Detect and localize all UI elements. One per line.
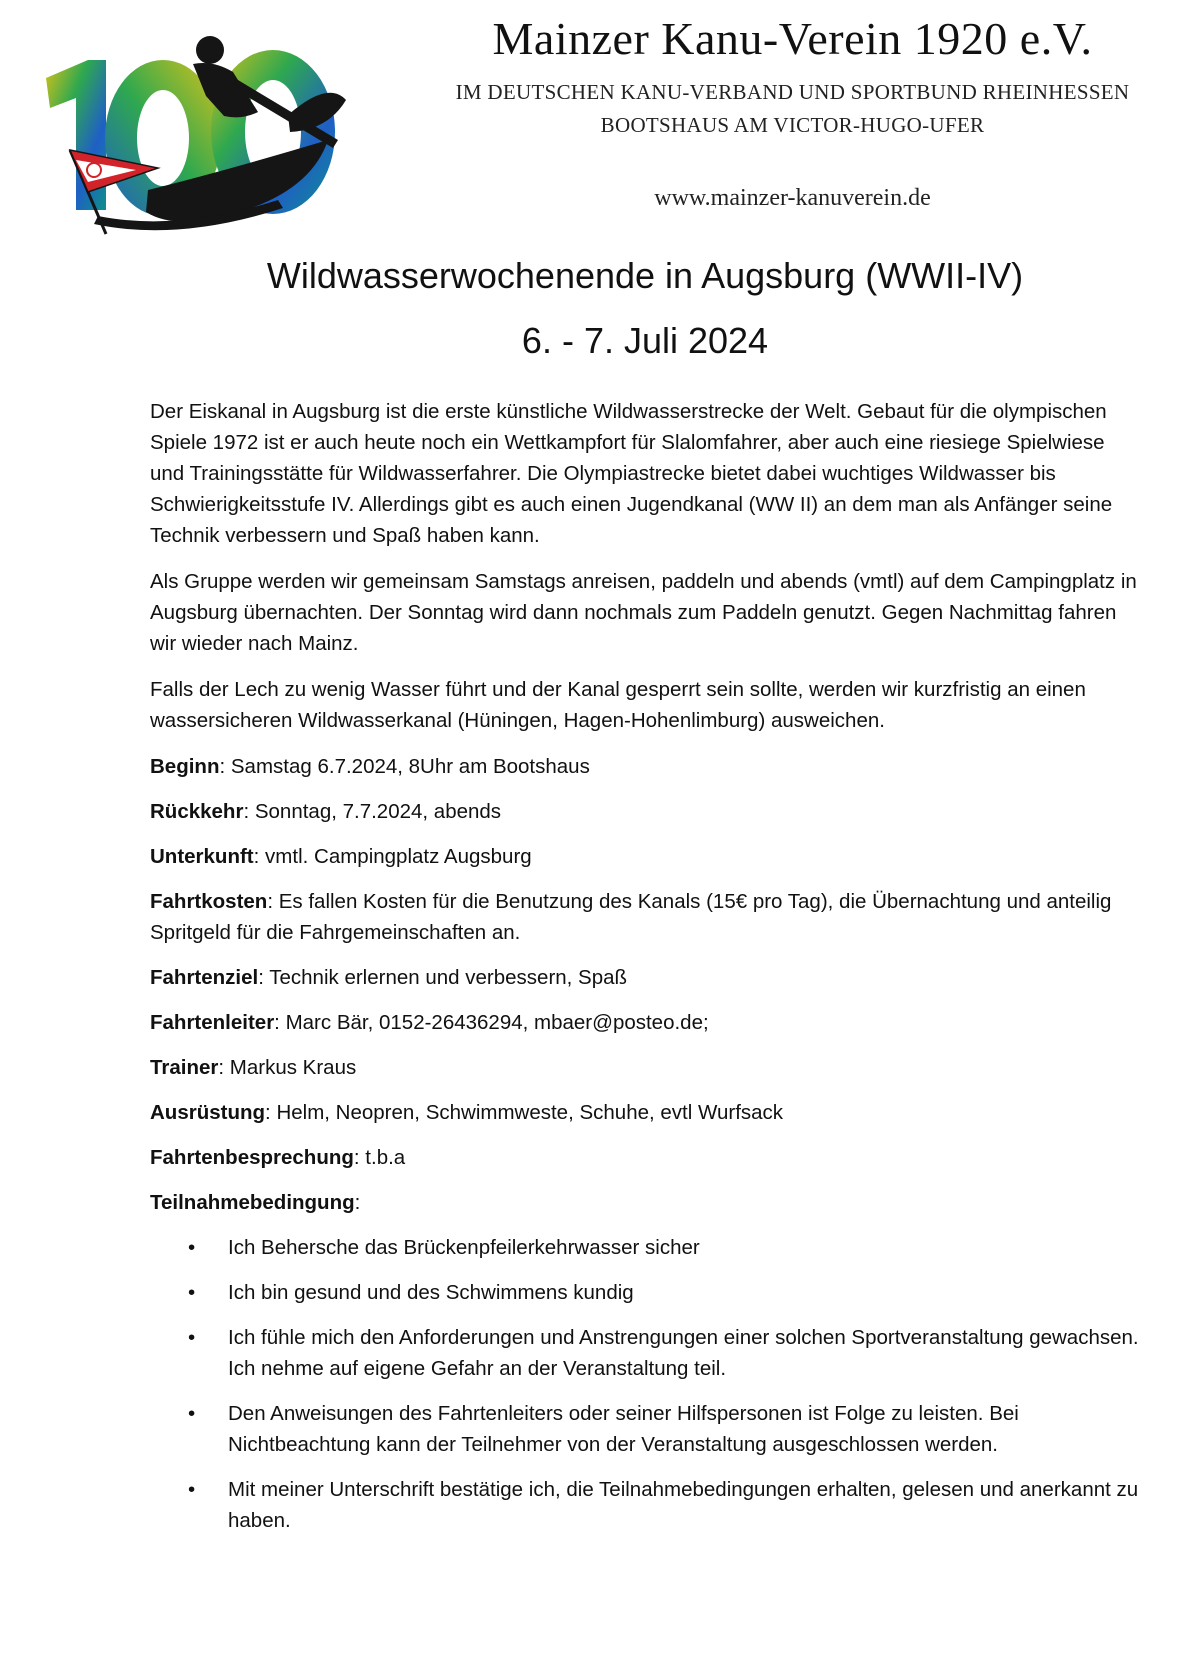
field-label: Fahrtkosten xyxy=(150,890,268,913)
field-fahrtenleiter: Fahrtenleiter: Marc Bär, 0152-26436294, mbaer@posteo.de; xyxy=(150,1011,709,1034)
field-value: Sonntag, 7.7.2024, abends xyxy=(254,800,502,823)
field-fahrtenbesprechung: Fahrtenbesprechung: t.b.a xyxy=(150,1146,406,1169)
bullet-icon: • xyxy=(188,1326,196,1349)
field-value: Marc Bär, 0152-26436294, mbaer@posteo.de; xyxy=(285,1011,709,1034)
bullet-icon: • xyxy=(188,1281,196,1304)
field-value: Samstag 6.7.2024, 8Uhr am Bootshaus xyxy=(230,755,590,778)
list-item-text: Ich Behersche das Brückenpfeilerkehrwasser sicher xyxy=(228,1236,700,1259)
description-paragraph: Der Eiskanal in Augsburg ist die erste künstliche Wildwasserstrecke der Welt. Gebaut für die olympischen Spiele 1972 ist er auch heute noch ein Wettkampfort für Slalomfahrer, aber auch eine riesiege Spielwiese und Trainingsstätte für Wildwasserfahrer. Die Olympiastrecke bietet dabei wuchtiges Wildwasser bis Schwierigkeitsstufe IV. Allerdings gibt es auch einen Jugendkanal (WW II) an dem man als Anfänger seine Technik verbessern und Spaß haben kann. xyxy=(150,400,1113,547)
bullet-icon: • xyxy=(188,1236,196,1259)
event-description xyxy=(150,396,1140,1550)
field-label: Fahrtenziel xyxy=(150,966,259,989)
conditions-heading: Teilnahmebedingung: xyxy=(150,1191,361,1214)
list-item xyxy=(150,1474,1140,1536)
field-value: Es fallen Kosten für die Benutzung des Kanals (15€ pro Tag), die Übernachtung und anteilig Spritgeld für die Fahrgemeinschaften an. xyxy=(150,890,1112,944)
club-logo xyxy=(28,20,368,240)
list-item-text: Ich bin gesund und des Schwimmens kundig xyxy=(228,1281,634,1304)
field-fahrtkosten: Fahrtkosten: Es fallen Kosten für die Benutzung des Kanals (15€ pro Tag), die Übernachtung und anteilig Spritgeld für die Fahrgemeinschaften an. xyxy=(150,890,1112,944)
list-item xyxy=(150,1398,1140,1460)
field-fahrtenziel: Fahrtenziel: Technik erlernen und verbessern, Spaß xyxy=(150,966,628,989)
description-paragraph: Falls der Lech zu wenig Wasser führt und der Kanal gesperrt sein sollte, werden wir kurzfristig an einen wassersicheren Wildwasserkanal (Hüningen, Hagen-Hohenlimburg) ausweichen. xyxy=(150,678,1086,732)
field-value: Markus Kraus xyxy=(229,1056,357,1079)
field-rueckkehr: Rückkehr: Sonntag, 7.7.2024, abends xyxy=(150,800,502,823)
field-label: Teilnahmebedingung xyxy=(150,1191,355,1214)
field-trainer: Trainer: Markus Kraus xyxy=(150,1056,357,1079)
event-date: 6. - 7. Juli 2024 xyxy=(521,320,769,361)
list-item xyxy=(150,1277,1140,1308)
field-label: Fahrtenbesprechung xyxy=(150,1146,354,1169)
org-subtitle-association: IM DEUTSCHEN KANU-VERBAND UND SPORTBUND RHEINHESSEN xyxy=(455,80,1130,104)
field-value: Technik erlernen und verbessern, Spaß xyxy=(269,966,628,989)
event-title: Wildwasserwochenende in Augsburg (WWII-IV) xyxy=(266,255,1024,296)
list-item-text: Ich fühle mich den Anforderungen und Anstrengungen einer solchen Sportveranstaltung gewachsen. Ich nehme auf eigene Gefahr an der Veranstaltung teil. xyxy=(228,1326,1139,1380)
field-label: Unterkunft xyxy=(150,845,254,868)
field-value: vmtl. Campingplatz Augsburg xyxy=(265,845,532,868)
field-ausruestung: Ausrüstung: Helm, Neopren, Schwimmweste, Schuhe, evtl Wurfsack xyxy=(150,1101,784,1124)
field-label: Ausrüstung xyxy=(150,1101,266,1124)
bullet-icon: • xyxy=(188,1402,196,1425)
conditions-list xyxy=(150,1232,1140,1536)
org-subtitle-boathouse: BOOTSHAUS AM VICTOR-HUGO-UFER xyxy=(600,113,985,137)
field-value: t.b.a xyxy=(365,1146,406,1169)
list-item-text: Mit meiner Unterschrift bestätige ich, die Teilnahmebedingungen erhalten, gelesen und anerkannt zu haben. xyxy=(228,1478,1139,1532)
field-beginn: Beginn: Samstag 6.7.2024, 8Uhr am Bootshaus xyxy=(150,755,590,778)
org-website-link[interactable]: www.mainzer-kanuverein.de xyxy=(654,185,931,211)
field-label: Rückkehr xyxy=(150,800,244,823)
field-label: Beginn xyxy=(150,755,220,778)
list-item xyxy=(150,1232,1140,1263)
bullet-icon: • xyxy=(188,1478,196,1501)
description-paragraph: Als Gruppe werden wir gemeinsam Samstags anreisen, paddeln und abends (vmtl) auf dem Campingplatz in Augsburg übernachten. Der Sonntag wird dann nochmals zum Paddeln genutzt. Gegen Nachmittag fahren wir wieder nach Mainz. xyxy=(150,570,1137,655)
list-item xyxy=(150,1322,1140,1384)
field-value: Helm, Neopren, Schwimmweste, Schuhe, evtl Wurfsack xyxy=(276,1101,784,1124)
list-item-text: Den Anweisungen des Fahrtenleiters oder seiner Hilfspersonen ist Folge zu leisten. Bei Nichtbeachtung kann der Teilnehmer von der Veranstaltung ausgeschlossen werden. xyxy=(228,1402,1019,1456)
field-label: Trainer xyxy=(150,1056,219,1079)
field-label: Fahrtenleiter xyxy=(150,1011,275,1034)
org-name: Mainzer Kanu-Verein 1920 e.V. xyxy=(492,13,1093,64)
field-unterkunft: Unterkunft: vmtl. Campingplatz Augsburg xyxy=(150,845,532,868)
